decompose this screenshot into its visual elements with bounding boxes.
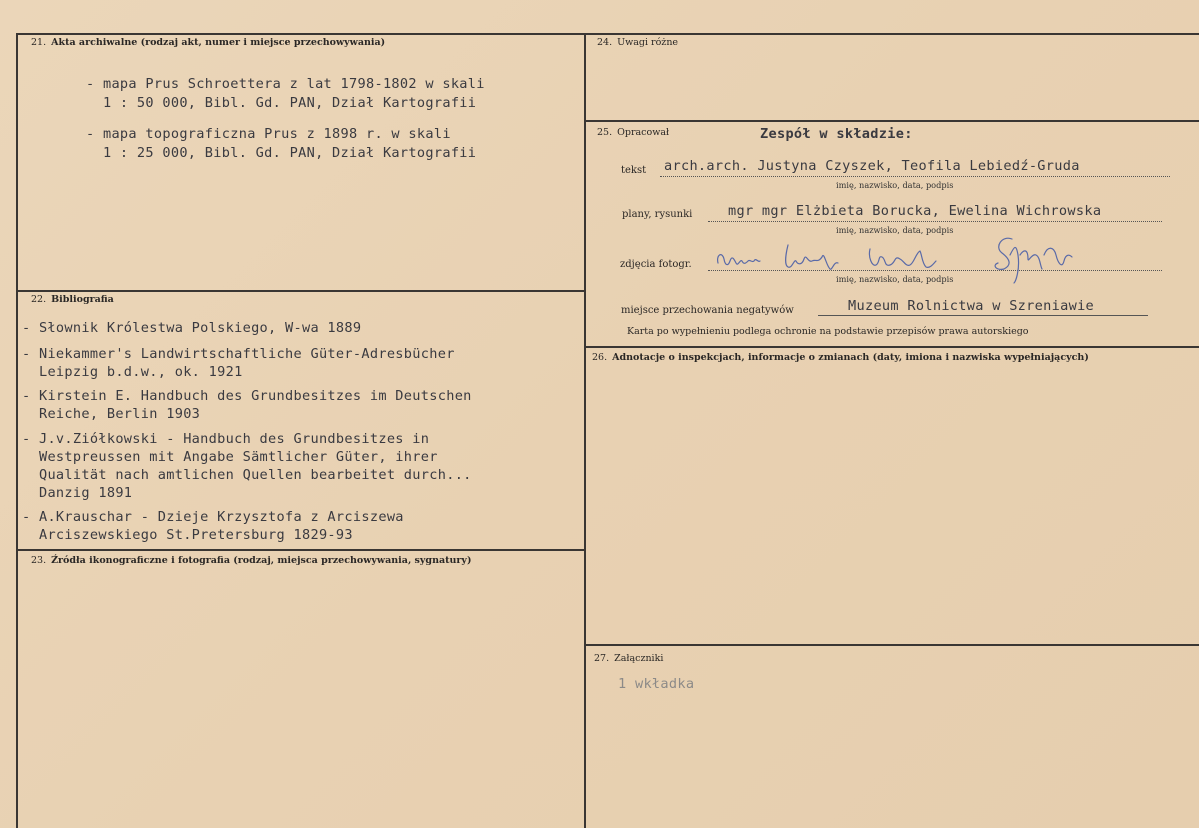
zdjecia-label: zdjęcia fotogr. — [620, 259, 692, 270]
section-24-heading — [597, 37, 678, 48]
section-23-title: Źródła ikonograficzne i fotografia (rodzaj, miejsca przechowywania, sygnatury) — [51, 555, 472, 566]
plany-value: mgr mgr Elżbieta Borucka, Ewelina Wichrowska — [728, 203, 1102, 219]
team-heading: Zespół w składzie: — [760, 126, 913, 142]
section-22-number: 22. — [31, 294, 47, 305]
negatywy-label: miejsce przechowania negatywów — [621, 305, 794, 316]
plany-caption: imię, nazwisko, data, podpis — [836, 225, 954, 235]
section-25-heading — [597, 127, 669, 138]
section-24-number: 24. — [597, 37, 613, 48]
tekst-value: arch.arch. Justyna Czyszek, Teofila Lebiedź-Gruda — [664, 158, 1080, 174]
signature-2 — [786, 245, 838, 269]
archive-item-2-line1: - mapa topograficzna Prus z 1898 r. w skali — [86, 126, 451, 142]
section-25-number: 25. — [597, 127, 613, 138]
signature-4 — [995, 238, 1072, 283]
section-21-heading — [31, 37, 385, 48]
bibliography-line: Arciszewskiego St.Pretersburg 1829-93 — [22, 527, 353, 543]
section-26-title: Adnotacje o inspekcjach, informacje o zmianach (daty, imiona i nazwiska wypełniających) — [612, 352, 1089, 363]
bibliography-line: Reiche, Berlin 1903 — [22, 406, 201, 422]
signature-1 — [718, 255, 760, 265]
negatywy-underline — [818, 315, 1148, 316]
section-27-heading — [594, 653, 663, 664]
bibliography-line: Qualität nach amtlichen Quellen bearbeitet durch... — [22, 467, 472, 483]
section-22-title: Bibliografia — [51, 294, 114, 305]
bibliography-line: - Kirstein E. Handbuch des Grundbesitzes im Deutschen — [22, 388, 472, 404]
section-23-heading — [31, 555, 471, 566]
bibliography-line: - Słownik Królestwa Polskiego, W-wa 1889 — [22, 320, 362, 336]
bibliography-line: Leipzig b.d.w., ok. 1921 — [22, 364, 243, 380]
section-26-heading — [592, 352, 1089, 363]
left-border — [16, 33, 18, 828]
section-22-heading — [31, 294, 114, 305]
tekst-label: tekst — [621, 165, 647, 176]
section-25-title: Opracował — [617, 127, 670, 138]
divider-26-27 — [585, 644, 1199, 646]
bibliography-line: - Niekammer's Landwirtschaftliche Güter-Adresbücher — [22, 346, 455, 362]
archive-item-1-line1: - mapa Prus Schroettera z lat 1798-1802 w skali — [86, 76, 485, 92]
divider-21-22 — [16, 290, 585, 292]
copyright-note: Karta po wypełnieniu podlega ochronie na podstawie przepisów prawa autorskiego — [627, 326, 1029, 337]
section-23-number: 23. — [31, 555, 47, 566]
section-21-title: Akta archiwalne (rodzaj akt, numer i miejsce przechowywania) — [51, 37, 386, 48]
section-27-number: 27. — [594, 653, 610, 664]
divider-24-25 — [585, 120, 1199, 122]
section-21-number: 21. — [31, 37, 47, 48]
section-24-title: Uwagi różne — [617, 37, 679, 48]
tekst-caption: imię, nazwisko, data, podpis — [836, 180, 954, 190]
plany-underline — [708, 221, 1162, 222]
section-26-number: 26. — [592, 352, 608, 363]
center-divider — [584, 33, 586, 828]
signature-3 — [869, 249, 936, 267]
archive-item-2-line2: 1 : 25 000, Bibl. Gd. PAN, Dział Kartografii — [86, 145, 477, 161]
attachments-value: 1 wkładka — [618, 676, 695, 692]
divider-22-23 — [16, 549, 585, 551]
top-border — [16, 33, 1199, 35]
bibliography-line: - J.v.Ziółkowski - Handbuch des Grundbesitzes in — [22, 431, 430, 447]
bibliography-line: Danzig 1891 — [22, 485, 133, 501]
archive-item-1-line2: 1 : 50 000, Bibl. Gd. PAN, Dział Kartografii — [86, 95, 477, 111]
bibliography-line: - A.Krauschar - Dzieje Krzysztofa z Arciszewa — [22, 509, 404, 525]
zdjecia-caption: imię, nazwisko, data, podpis — [836, 274, 954, 284]
negatywy-value: Muzeum Rolnictwa w Szreniawie — [848, 298, 1095, 314]
plany-label: plany, rysunki — [622, 209, 693, 220]
bibliography-line: Westpreussen mit Angabe Sämtlicher Güter, ihrer — [22, 449, 438, 465]
section-27-title: Załączniki — [614, 653, 664, 664]
divider-25-26 — [585, 346, 1199, 348]
tekst-underline — [660, 176, 1170, 177]
